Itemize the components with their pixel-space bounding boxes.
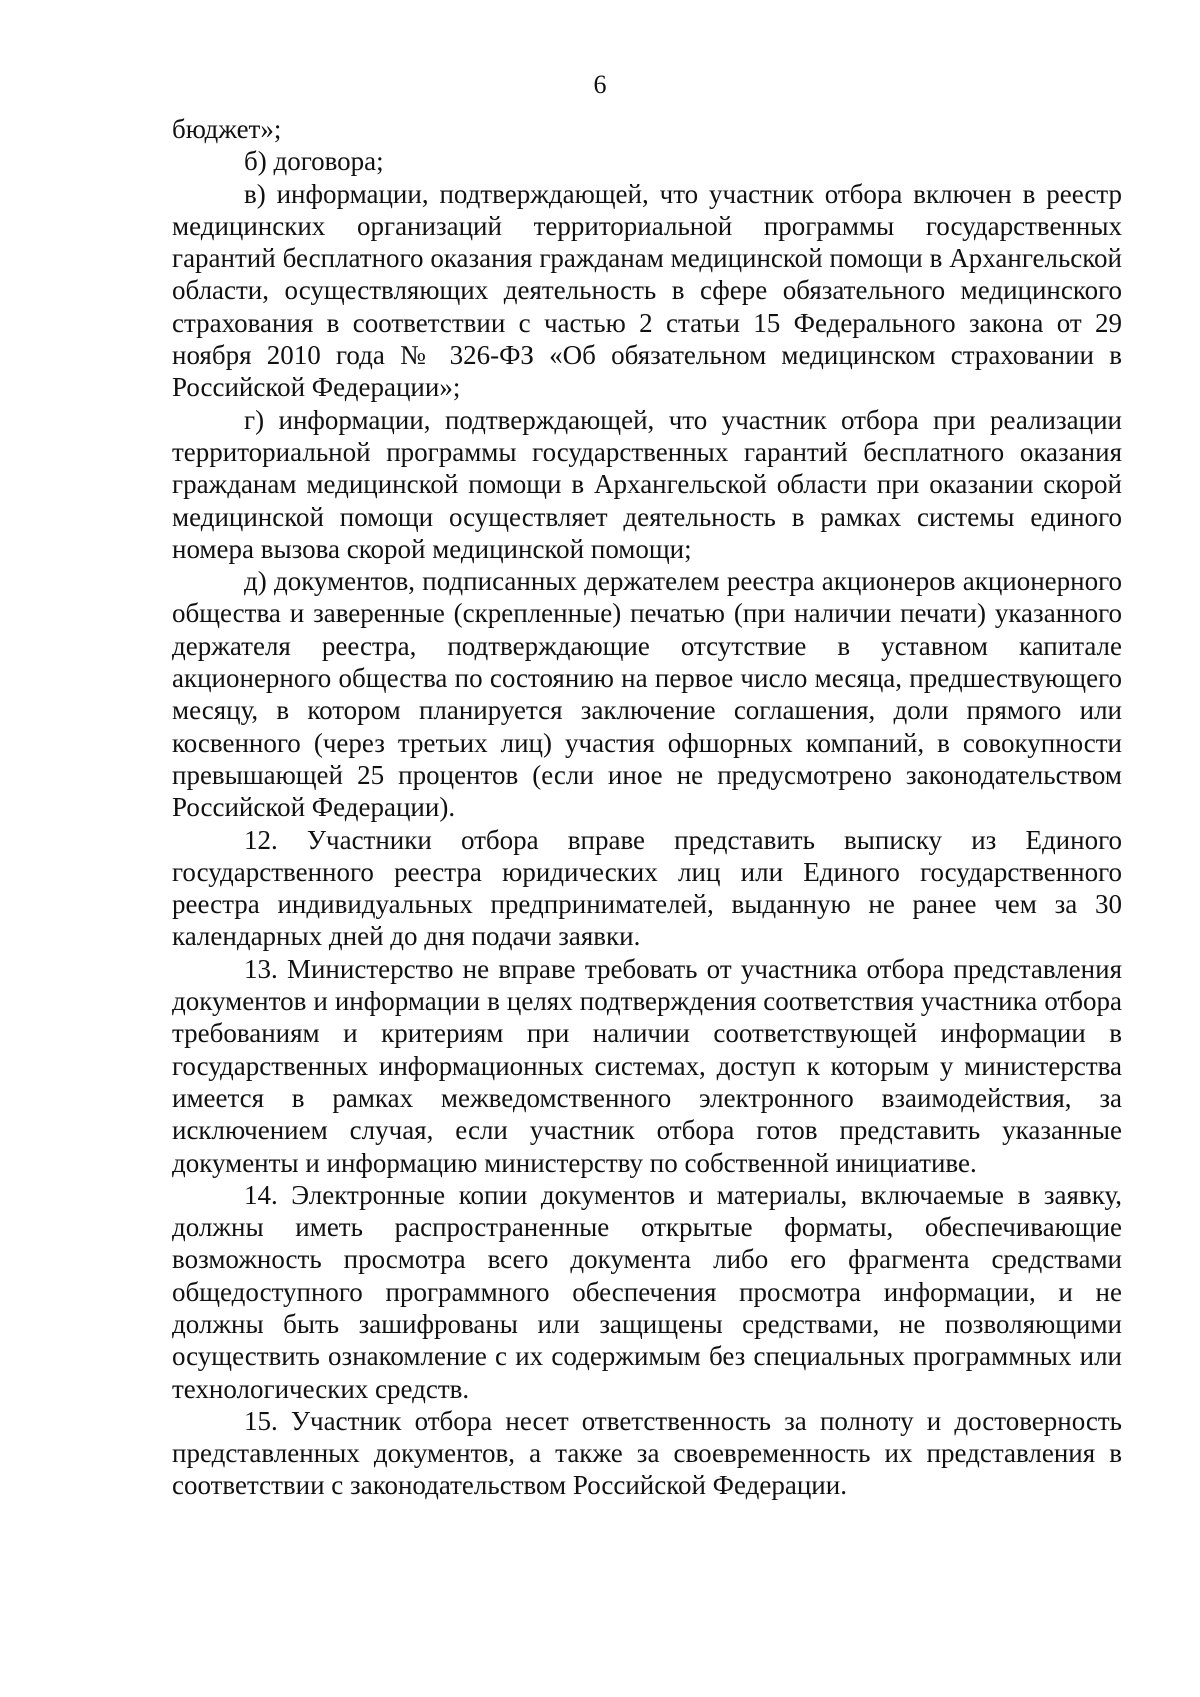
- paragraph-clause-14: 14. Электронные копии документов и материалы, включаемые в заявку, должны иметь распространенные открытые форматы, обеспечивающие возможность просмотра всего документа либо его фрагмента средствами общедоступного программного обеспечения просмотра информации, и не должны быть зашифрованы или защищены средствами, не позволяющими осуществить ознакомление с их содержимым без специальных программных или технологических средств.: [172, 1179, 1122, 1404]
- body-text: [172, 113, 1122, 1502]
- page-number: 6: [593, 70, 607, 99]
- paragraph-clause-13: 13. Министерство не вправе требовать от участника отбора представления документов и информации в целях подтверждения соответствия участника отбора требованиям и критериям при наличии соответствующей информации в государственных информационных системах, доступ к которым у министерства имеется в рамках межведомственного электронного взаимодействия, за исключением случая, если участник отбора готов представить указанные документы и информацию министерству по собственной инициативе.: [172, 953, 1122, 1178]
- paragraph-item-b: б) договора;: [244, 146, 384, 177]
- paragraph-item-g: г) информации, подтверждающей, что участник отбора при реализации территориальной программы государственных гарантий бесплатного оказания гражданам медицинской помощи в Архангельской области при оказании скорой медицинской помощи осуществляет деятельность в рамках системы единого номера вызова скорой медицинской помощи;: [172, 404, 1122, 564]
- paragraph-clause-15: 15. Участник отбора несет ответственность за полноту и достоверность представленных документов, а также за своевременность их представления в соответствии с законодательством Российской Федерации.: [172, 1405, 1122, 1501]
- paragraph-item-d: д) документов, подписанных держателем реестра акционеров акционерного общества и заверенные (скрепленные) печатью (при наличии печати) указанного держателя реестра, подтверждающие отсутствие в уставном капитале акционерного общества по состоянию на первое число месяца, предшествующего месяцу, в котором планируется заключение соглашения, доли прямого или косвенного (через третьих лиц) участия офшорных компаний, в совокупности превышающей 25 процентов (если иное не предусмотрено законодательством Российской Федерации).: [172, 566, 1122, 823]
- paragraph-budget-continuation: бюджет»;: [172, 114, 282, 144]
- paragraph-item-v: в) информации, подтверждающей, что участник отбора включен в реестр медицинских организаций территориальной программы государственных гарантий бесплатного оказания гражданам медицинской помощи в Архангельской области, осуществляющих деятельность в сфере обязательного медицинского страхования в соответствии с частью 2 статьи 15 Федерального закона от 29 ноября 2010 года № 326-ФЗ «Об обязательном медицинском страховании в Российской Федерации»;: [172, 178, 1122, 403]
- paragraph-clause-12: 12. Участники отбора вправе представить выписку из Единого государственного реестра юридических лиц или Единого государственного реестра индивидуальных предпринимателей, выданную не ранее чем за 30 календарных дней до дня подачи заявки.: [172, 824, 1122, 952]
